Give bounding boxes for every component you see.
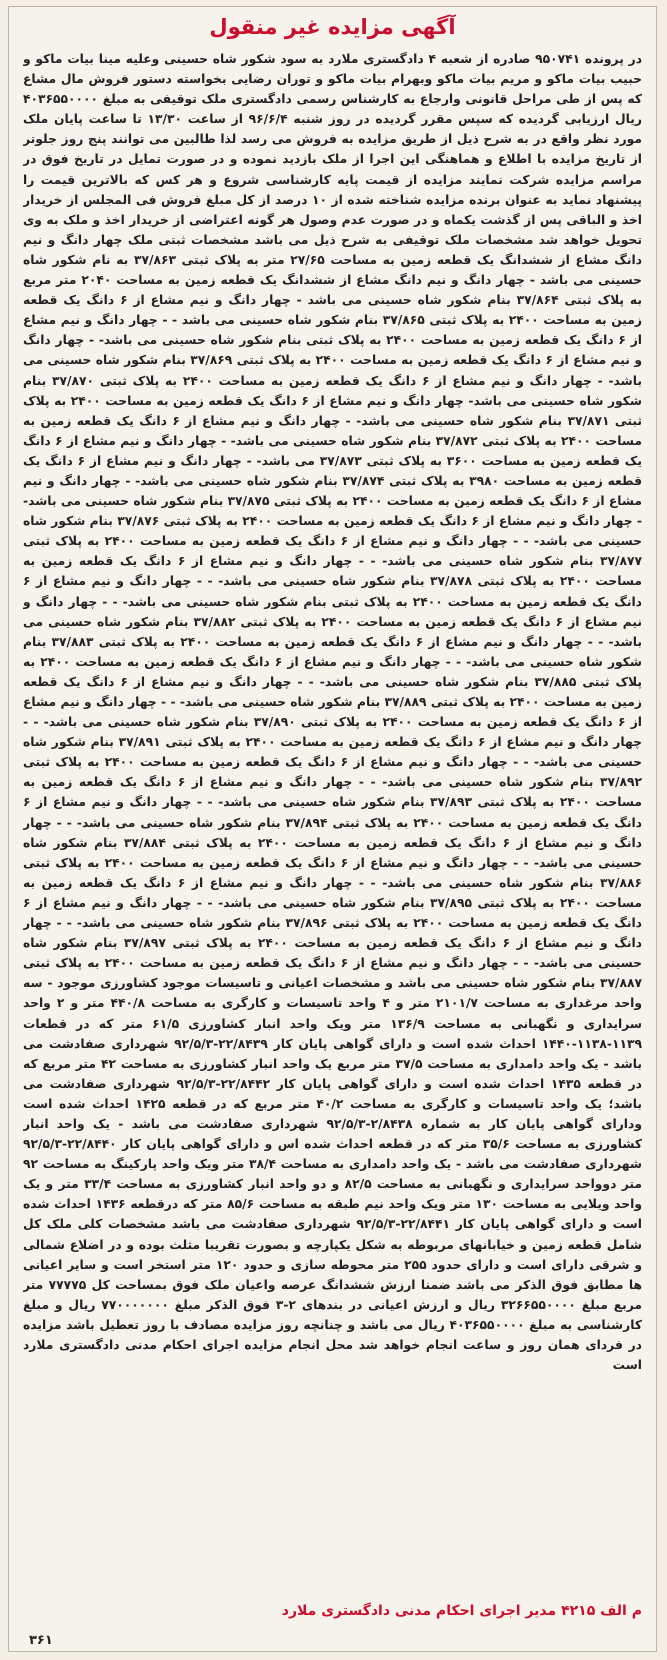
notice-body: در پرونده ۹۵۰۷۴۱ صادره از شعبه ۴ دادگستری ملارد به سود شکور شاه حسینی وعلیه مینا بیات ماکو و حبیب بیات ماکو و مریم بیات ماکو وبهرام بیات ماکو و توران رضایی بخواسته دستور فروش مال مشاع که پس از طی مراحل قانونی وارجاع به کارشناس رسمی دادگستری ملک توقیفی به مبلغ ۴۰۳۶۵۵۰۰۰۰ ریال ارزیابی گردیده که سپس مقرر گردیده در روز شنبه ۹۶/۶/۴ از ساعت ۱۳/۳۰ تا ساعت پایان ملک مورد نظر واقع در به شرح ذیل از طریق مزایده به فروش می رسد لذا طالبین می توانند پنج روز جلوتر از تاریخ مزایده با اطلاع و هماهنگی این اجرا از ملک بازدید نموده و در صورت تمایل در تاریخ فوق در مراسم مزایده شرکت نمایند مزایده از قیمت پایه کارشناسی شروع و هر کس که بالاترین قیمت را پیشنهاد نماید به عنوان برنده مزایده شناخته شده از ۱۰ درصد از کل مبلغ فروش فی المجلس از خریدار اخذ و الباقی پس از گذشت یکماه و در صورت عدم وصول هر گونه اعتراضی از خریدار اخذ و ملک به وی تحویل خواهد شد مشخصات ملک توقیفی به شرح ذیل می باشد مشخصات ثبتی ملک چهار دانگ و نیم دانگ مشاع از ششدانگ یک قطعه زمین به مساحت ۲۷/۶۵ متر به پلاک ثبتی ۳۷/۸۶۳ به نام شکور شاه حسینی می باشد - چهار دانگ و نیم دانگ مشاع از ششدانگ یک قطعه زمین به مساحت ۲۰۴۰ متر مربع به پلاک ثبتی ۳۷/۸۶۴ بنام شکور شاه حسینی می باشد - چهار دانگ و نیم مشاع از ۶ دانگ یک قطعه زمین به مساحت ۲۴۰۰ به پلاک ثبتی ۳۷/۸۶۵ بنام شکور شاه حسینی می باشد - - چهار دانگ و نیم مشاع از ۶ دانگ یک قطعه زمین به مساحت ۲۴۰۰ به پلاک ثبتی بنام شکور شاه حسینی می باشد- - چهار دانگ و نیم مشاع از ۶ دانگ یک قطعه زمین به مساحت ۲۴۰۰ به پلاک ثبتی ۳۷/۸۶۹ بنام شکور شاه حسینی می باشد- - چهار دانگ و نیم مشاع از ۶ دانگ یک قطعه زمین به مساحت ۲۴۰۰ به پلاک ثبتی ۳۷/۸۷۰ بنام شکور شاه حسینی می باشد- چهار دانگ و نیم مشاع از ۶ دانگ یک قطعه زمین به مساحت ۲۴۰۰ به پلاک ثبتی ۳۷/۸۷۱ بنام شکور شاه حسینی می باشد- - چهار دانگ و نیم مشاع از ۶ دانگ یک قطعه زمین به مساحت ۲۴۰۰ به پلاک ثبتی ۳۷/۸۷۲ بنام شکور شاه حسینی می باشد- - چهار دانگ و نیم مشاع از ۶ دانگ یک قطعه زمین به مساحت ۳۶۰۰ به پلاک ثبتی ۳۷/۸۷۳ می باشد- - چهار دانگ و نیم مشاع از ۶ دانگ یک قطعه زمین به مساحت ۳۹۸۰ به پلاک ثبتی ۳۷/۸۷۴ بنام شکور شاه حسینی می باشد- - چهار دانگ و نیم مشاع از ۶ دانگ یک قطعه زمین به مساحت ۲۴۰۰ به پلاک ثبتی ۳۷/۸۷۵ بنام شکور شاه حسینی می باشد- - چهار دانگ و نیم مشاع از ۶ دانگ یک قطعه زمین به مساحت ۲۴۰۰ به پلاک ثبتی ۳۷/۸۷۶ بنام شکور شاه حسینی می باشد- - - چهار دانگ و نیم مشاع از ۶ دانگ یک قطعه زمین به مساحت ۲۴۰۰ به پلاک ثبتی ۳۷/۸۷۷ بنام شکور شاه حسینی می باشد- - - چهار دانگ و نیم مشاع از ۶ دانگ یک قطعه زمین به مساحت ۲۴۰۰ به پلاک ثبتی ۳۷/۸۷۸ بنام شکور شاه حسینی می باشد- - - چهار دانگ و نیم مشاع از ۶ دانگ یک قطعه زمین به مساحت ۲۴۰۰ به پلاک ثبتی بنام شکور شاه حسینی می باشد- - - چهار دانگ و نیم مشاع از ۶ دانگ یک قطعه زمین به مساحت ۲۴۰۰ به پلاک ثبتی ۳۷/۸۸۲ بنام شکور شاه حسینی می باشد- - - چهار دانگ و نیم مشاع از ۶ دانگ یک قطعه زمین به مساحت ۲۴۰۰ به پلاک ثبتی ۳۷/۸۸۳ بنام شکور شاه حسینی می باشد- - - چهار دانگ و نیم مشاع از ۶ دانگ یک قطعه زمین به مساحت ۲۴۰۰ به پلاک ثبتی ۳۷/۸۸۵ بنام شکور شاه حسینی می باشد- - - چهار دانگ و نیم مشاع از ۶ دانگ یک قطعه زمین به مساحت ۲۴۰۰ به پلاک ثبتی ۳۷/۸۸۹ بنام شکور شاه حسینی می باشد- - - چهار دانگ و نیم مشاع از ۶ دانگ یک قطعه زمین به مساحت ۲۴۰۰ به پلاک ثبتی ۳۷/۸۹۰ بنام شکور شاه حسینی می باشد- - - چهار دانگ و نیم مشاع از ۶ دانگ یک قطعه زمین به مساحت ۲۴۰۰ به پلاک ثبتی ۳۷/۸۹۱ بنام شکور شاه حسینی می باشد- - - چهار دانگ و نیم مشاع از ۶ دانگ یک قطعه زمین به مساحت ۲۴۰۰ به پلاک ثبتی ۳۷/۸۹۲ بنام شکور شاه حسینی می باشد- - - چهار دانگ و نیم مشاع از ۶ دانگ یک قطعه زمین به مساحت ۲۴۰۰ به پلاک ثبتی ۳۷/۸۹۳ بنام شکور شاه حسینی می باشد- - - چهار دانگ و نیم مشاع از ۶ دانگ یک قطعه زمین به مساحت ۲۴۰۰ به پلاک ثبتی ۳۷/۸۹۴ بنام شکور شاه حسینی می باشد- - - چهار دانگ و نیم مشاع از ۶ دانگ یک قطعه زمین به مساحت ۲۴۰۰ به پلاک ثبتی ۳۷/۸۸۴ بنام شکور شاه حسینی می باشد- - - چهار دانگ و نیم مشاع از ۶ دانگ یک قطعه زمین به مساحت ۲۴۰۰ به پلاک ثبتی ۳۷/۸۸۶ بنام شکور شاه حسینی می باشد- - - چهار دانگ و نیم مشاع از ۶ دانگ یک قطعه زمین به مساحت ۲۴۰۰ به پلاک ثبتی ۳۷/۸۹۵ بنام شکور شاه حسینی می باشد- - - چهار دانگ و نیم مشاع از ۶ دانگ یک قطعه زمین به مساحت ۲۴۰۰ به پلاک ثبتی ۳۷/۸۹۶ بنام شکور شاه حسینی می باشد- - - چهار دانگ و نیم مشاع از ۶ دانگ یک قطعه زمین به مساحت ۲۴۰۰ به پلاک ثبتی ۳۷/۸۹۷ بنام شکور شاه حسینی می باشد- - - چهار دانگ و نیم مشاع از ۶ دانگ یک قطعه زمین به مساحت ۲۴۰۰ به پلاک ثبتی ۳۷/۸۸۷ بنام شکور شاه حسینی می باشد و مشخصات اعیانی و تاسیسات موجود کشاورزی موجود - سه واحد مرغداری به مساحت ۲۱۰۱/۷ متر و ۴ واحد تاسیسات و کارگری به مساحت ۴۴۰/۸ متر و ۲ واحد سرایداری و نگهبانی به مساحت ۱۳۶/۹ متر ویک واحد انبار کشاورزی ۶۱/۵ متر که در قطعات ۱۱۳۹-۱۱۳۸-۱۴۴۰ احداث شده است و دارای گواهی پایان کار ۲۲/۸۴۳۹-۹۲/۵/۳ شهرداری صفادشت می باشد - یک واحد دامداری به مساحت ۳۷/۵ متر مربع یک واحد انبار کشاورزی به مساحت ۴۲ متر مربع که در قطعه ۱۴۳۵ احداث شده است و دارای گواهی پایان کار ۲۲/۸۴۴۲-۹۲/۵/۳ شهرداری صفادشت می باشد؛ یک واحد تاسیسات و کارگری به مساحت ۴۰/۲ متر مربع که در قطعه ۱۴۲۵ احداث شده است ودارای گواهی پایان کار به شماره ۲/۸۴۳۸-۹۲/۵/۳ شهرداری صفادشت می باشد - یک واحد انبار کشاورزی به مساحت ۳۵/۶ متر که در قطعه احداث شده اس و دارای گواهی پایان کار ۲۲/۸۴۴۰-۹۲/۵/۳ شهرداری صفادشت می باشد - یک واحد دامداری به مساحت ۳۸/۴ متر ویک واحد پارکینگ به مساحت ۹۲ متر دوواحد سرایداری و نگهبانی به مساحت ۸۲/۵ و دو واحد انبار کشاورزی به مساحت ۳۳/۴ متر و یک واحد ویلایی به مساحت ۱۳۰ متر ویک واحد نیم طبقه به مساحت ۸۵/۶ متر که درقطعه ۱۴۳۶ احداث شده است و دارای گواهی پایان کار ۲۲/۸۴۴۱-۹۲/۵/۳ شهرداری صفادشت می باشد مشخصات کلی ملک کل شامل قطعه زمین و خیابانهای مربوطه به شکل یکپارچه و بصورت تقریبا مثلث بوده و در اضلاع شمالی و شرقی دارای است و دارای حدود ۲۵۵ متر محوطه سازی و حدود ۱۲۰ متر استخر است و سایر اعیانی ها مطابق فوق الذکر می باشد ضمنا ارزش ششدانگ عرصه واعیان ملک فوق بمساحت کل ۷۷۷۷۵ متر مربع مبلغ ۳۲۶۶۵۵۰۰۰۰ ریال و ارزش اعیانی در بندهای ۲-۳ فوق الذکر مبلغ ۷۷۰۰۰۰۰۰۰ ریال و مبلغ کارشناسی به مبلغ ۴۰۳۶۵۵۰۰۰۰ ریال می باشد و چنانچه روز مزایده مصادف با روز تعطیل باشد مزایده در فردای همان روز و ساعت انجام خواهد شد محل انجام مزایده اجرای احکام مدنی دادگستری ملارد است [23,52,642,1373]
notice-title: آگهی مزایده غیر منقول [209,15,456,39]
notice-ref-number: ۳۶۱ [29,1633,53,1648]
notice-signature: م الف ۴۲۱۵ مدیر اجرای احکام مدنی دادگستری ملارد [281,1603,642,1619]
auction-notice [8,6,657,1652]
